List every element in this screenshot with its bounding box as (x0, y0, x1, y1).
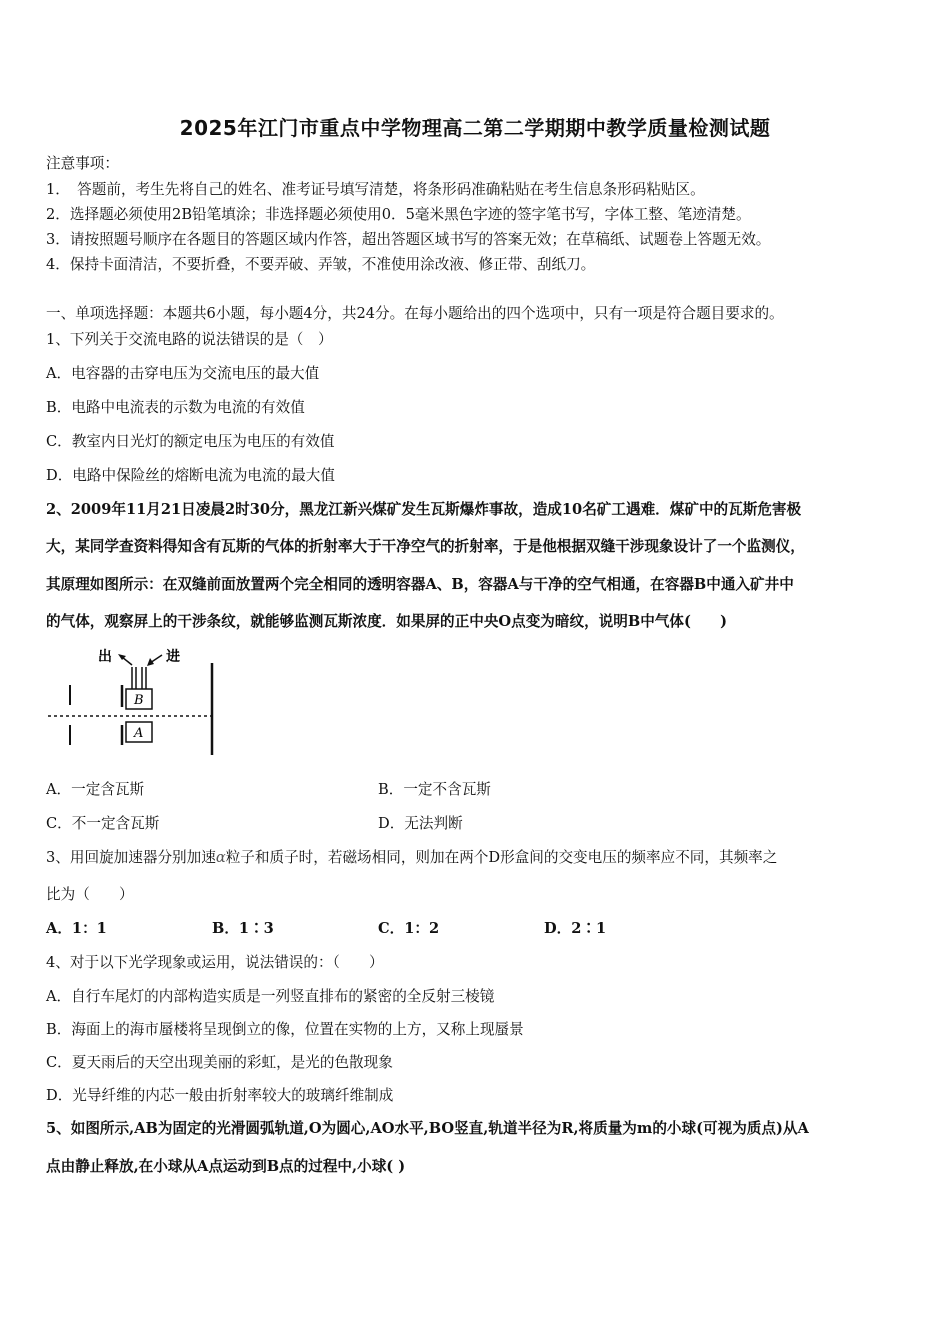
question-2-option-b: B．一定不含瓦斯 (378, 781, 491, 798)
question-5-line: 点由静止释放,在小球从A点运动到B点的过程中,小球( ) (46, 1158, 406, 1175)
notice-item: 2．选择题必须使用2B铅笔填涂；非选择题必须使用0．5毫米黑色字迹的签字笔书写，字体工整、笔迹清楚。 (46, 206, 751, 223)
label-a: A (134, 726, 144, 741)
label-out: 出 (98, 649, 112, 665)
question-2-option-c: C．不一定含瓦斯 (46, 815, 160, 832)
in-arrow-head (147, 658, 154, 666)
notice-item: 3．请按照题号顺序在各题目的答题区域内作答，超出答题区域书写的答案无效；在草稿纸、试题卷上答题无效。 (46, 231, 771, 248)
question-4-option-c: C．夏天雨后的天空出现美丽的彩虹，是光的色散现象 (46, 1054, 393, 1071)
section-heading: 一、单项选择题：本题共6小题，每小题4分，共24分。在每小题给出的四个选项中，只有一项是符合题目要求的。 (46, 305, 784, 322)
question-4-option-d: D．光导纤维的内芯一般由折射率较大的玻璃纤维制成 (46, 1087, 394, 1104)
question-2-line: 的气体，观察屏上的干涉条纹，就能够监测瓦斯浓度．如果屏的正中央O点变为暗纹，说明B中气体( ) (46, 613, 727, 630)
question-5-line: 5、如图所示,AB为固定的光滑圆弧轨道,O为圆心,AO水平,BO竖直,轨道半径为R,将质量为m的小球(可视为质点)从A (46, 1120, 809, 1137)
alpha-symbol: α (215, 849, 226, 866)
question-3-line (46, 846, 777, 867)
question-3-option-c: C．1：2 (378, 920, 440, 937)
question-3-option-a: A．1：1 (46, 920, 107, 937)
label-b: B (134, 693, 144, 708)
question-3-text-b: 粒子和质子时，若磁场相同，则加在两个D形盒间的交变电压的频率应不同，其频率之 (225, 849, 778, 866)
question-2-option-a: A．一定含瓦斯 (46, 781, 145, 798)
double-slit-diagram (46, 645, 218, 757)
notice-heading: 注意事项： (46, 155, 119, 172)
notice-item: 4．保持卡面清洁，不要折叠，不要弄破、弄皱，不准使用涂改液、修正带、刮纸刀。 (46, 256, 596, 273)
exam-title: 2025年江门市重点中学物理高二第二学期期中教学质量检测试题 (179, 116, 771, 140)
question-1-option-c: C．教室内日光灯的额定电压为电压的有效值 (46, 433, 335, 450)
question-1-option-a: A．电容器的击穿电压为交流电压的最大值 (46, 365, 320, 382)
question-3-option-d: D．2∶1 (544, 920, 607, 937)
question-4-option-b: B．海面上的海市蜃楼将呈现倒立的像，位置在实物的上方，又称上现蜃景 (46, 1021, 524, 1038)
question-2-line: 2、2009年11月21日凌晨2时30分，黑龙江新兴煤矿发生瓦斯爆炸事故，造成10名矿工遇难．煤矿中的瓦斯危害极 (46, 501, 802, 518)
question-2-option-d: D．无法判断 (378, 815, 463, 832)
question-1-stem: 1、下列关于交流电路的说法错误的是（ ） (46, 331, 333, 348)
label-in: 进 (166, 649, 180, 665)
question-1-option-d: D．电路中保险丝的熔断电流为电流的最大值 (46, 467, 335, 484)
question-3-option-b: B．1∶3 (212, 920, 274, 937)
question-1-option-b: B．电路中电流表的示数为电流的有效值 (46, 399, 305, 416)
question-4-stem: 4、对于以下光学现象或运用，说法错误的：（ ） (46, 954, 384, 971)
notice-item: 1． 答题前，考生先将自己的姓名、准考证号填写清楚，将条形码准确粘贴在考生信息条形码粘贴区。 (46, 181, 705, 198)
question-3-text-a: 3、用回旋加速器分别加速 (46, 849, 216, 866)
question-4-option-a: A．自行车尾灯的内部构造实质是一列竖直排布的紧密的全反射三棱镜 (46, 988, 495, 1005)
question-3-line: 比为（ ） (46, 886, 134, 903)
question-2-line: 大，某同学查资料得知含有瓦斯的气体的折射率大于干净空气的折射率，于是他根据双缝干涉现象设计了一个监测仪， (46, 538, 805, 555)
question-2-line: 其原理如图所示：在双缝前面放置两个完全相同的透明容器A、B，容器A与干净的空气相通，在容器B中通入矿井中 (46, 576, 794, 593)
